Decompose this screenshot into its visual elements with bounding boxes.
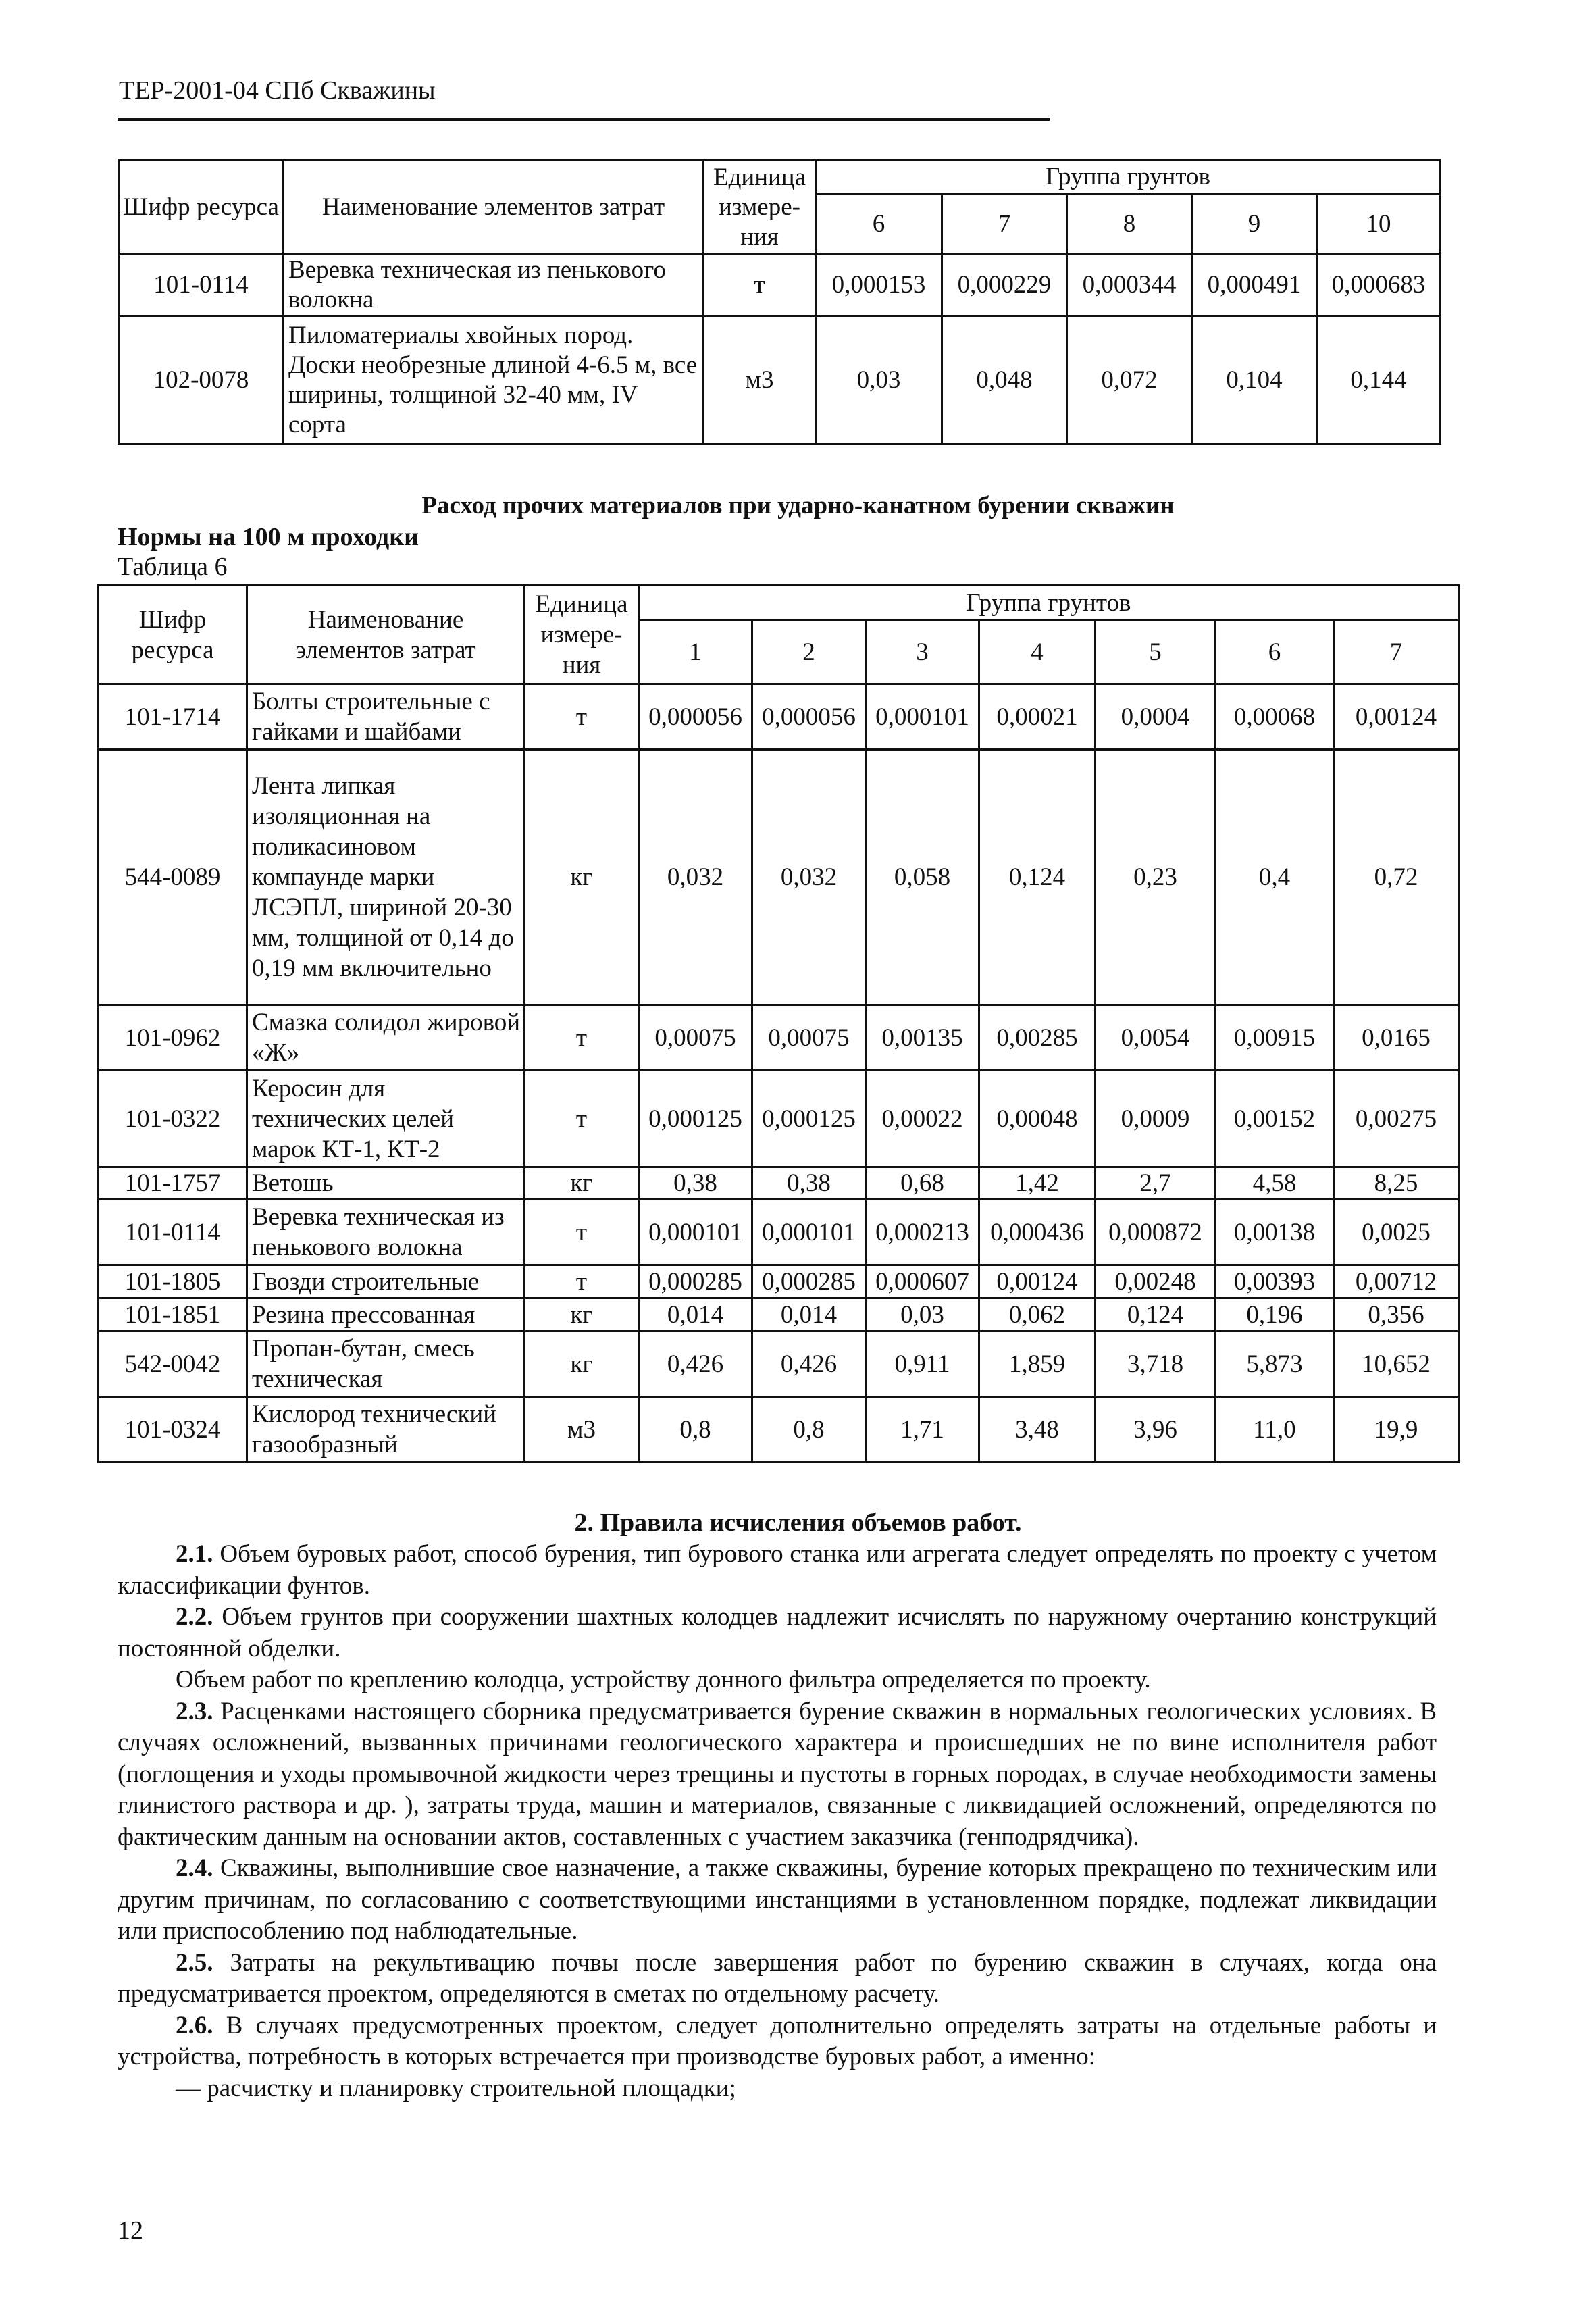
norm-value: 0,03: [866, 1298, 979, 1331]
resource-name: Ветошь: [247, 1167, 525, 1200]
header-unit: Единица измере-ния: [525, 586, 639, 684]
unit: т: [525, 684, 639, 750]
norm-value: 0,000872: [1096, 1200, 1216, 1265]
norm-value: 0,124: [1096, 1298, 1216, 1331]
norm-value: 0,000285: [752, 1265, 866, 1298]
norm-value: 0,062: [979, 1298, 1096, 1331]
resource-name: Веревка техническая из пенькового волокна: [247, 1200, 525, 1265]
resource-name: Пиломатериалы хвойных пород. Доски необрезные длиной 4-6.5 м, все ширины, толщиной 32-40 мм, IV сорта: [284, 316, 704, 444]
norm-value: 0,03: [816, 316, 942, 444]
norm-value: 0,68: [866, 1167, 979, 1200]
resource-name: Болты строительные с гайками и шайбами: [247, 684, 525, 750]
resource-name: Резина прессованная: [247, 1298, 525, 1331]
norm-value: 0,032: [752, 750, 866, 1005]
resource-code: 102-0078: [119, 316, 284, 444]
unit: т: [525, 1200, 639, 1265]
norm-value: 0,032: [639, 750, 752, 1005]
norm-value: 0,00393: [1216, 1265, 1334, 1298]
resource-table-a: [118, 159, 1441, 445]
norm-value: 3,96: [1096, 1397, 1216, 1463]
header-rule: [118, 118, 1050, 121]
rules-heading: 2. Правила исчисления объемов работ.: [574, 1508, 1022, 1537]
header-soil-group: Группа грунтов: [639, 586, 1459, 621]
norm-value: 0,00152: [1216, 1071, 1334, 1167]
resource-name: Керосин для технических целей марок КТ-1, КТ-2: [247, 1071, 525, 1167]
norm-value: 0,8: [639, 1397, 752, 1463]
norm-value: 0,00124: [979, 1265, 1096, 1298]
header-name: Наименование элементов затрат: [247, 586, 525, 684]
rule-text: Затраты на рекультивацию почвы после завершения работ по бурению скважин в случаях, когда она предусматривается проектом, определяются в сметах по отдельному расчету.: [118, 1948, 1437, 2008]
resource-code: 101-0114: [99, 1200, 247, 1265]
norm-value: 11,0: [1216, 1397, 1334, 1463]
norm-value: 0,911: [866, 1331, 979, 1397]
norm-value: 1,859: [979, 1331, 1096, 1397]
resource-name: Пропан-бутан, смесь техническая: [247, 1331, 525, 1397]
norm-value: 3,48: [979, 1397, 1096, 1463]
table-row: [99, 1397, 1459, 1463]
table-row: [99, 684, 1459, 750]
norm-value: 0,00022: [866, 1071, 979, 1167]
norm-value: 0,104: [1192, 316, 1317, 444]
norm-value: 0,000101: [866, 684, 979, 750]
table-label: Таблица 6: [118, 553, 228, 581]
group-column-10: 10: [1317, 195, 1441, 255]
unit: кг: [525, 750, 639, 1005]
norm-value: 0,000683: [1317, 255, 1441, 316]
norm-value: 0,426: [639, 1331, 752, 1397]
unit: м3: [525, 1397, 639, 1463]
norm-value: 0,4: [1216, 750, 1334, 1005]
norm-value: 0,426: [752, 1331, 866, 1397]
resource-code: 101-0962: [99, 1005, 247, 1071]
table-row: [99, 1167, 1459, 1200]
table-row: [99, 1071, 1459, 1167]
norm-value: 0,00075: [752, 1005, 866, 1071]
norm-value: 0,000491: [1192, 255, 1317, 316]
rule-paragraph: [118, 2010, 1437, 2073]
header-code: Шифр ресурса: [119, 160, 284, 255]
rule-text: Скважины, выполнившие свое назначение, а также скважины, бурение которых прекращено по техническим или другим причинам, по согласованию с соответствующими инстанциями в установленном порядке, подлежат ликвидации или приспособлению под наблюдательные.: [118, 1854, 1437, 1945]
rules-body: [118, 1539, 1437, 2104]
table-row: [99, 1265, 1459, 1298]
norm-value: 0,00048: [979, 1071, 1096, 1167]
rule-paragraph: [118, 1853, 1437, 1948]
rule-paragraph: [118, 1539, 1437, 1602]
norm-value: 0,0004: [1096, 684, 1216, 750]
norm-value: 0,72: [1334, 750, 1459, 1005]
unit: кг: [525, 1331, 639, 1397]
header-soil-group: Группа грунтов: [816, 160, 1441, 195]
group-column-4: 4: [979, 621, 1096, 684]
group-column-5: 5: [1096, 621, 1216, 684]
resource-code: 101-1714: [99, 684, 247, 750]
rule-number: 2.5.: [176, 1948, 213, 1977]
norm-value: 0,000101: [752, 1200, 866, 1265]
rule-number: 2.1.: [176, 1540, 213, 1568]
norm-value: 0,000229: [942, 255, 1067, 316]
norm-value: 0,00248: [1096, 1265, 1216, 1298]
group-column-2: 2: [752, 621, 866, 684]
norm-value: 10,652: [1334, 1331, 1459, 1397]
norm-value: 0,014: [639, 1298, 752, 1331]
norm-value: 0,000153: [816, 255, 942, 316]
table-row: [119, 255, 1441, 316]
resource-code: 101-0324: [99, 1397, 247, 1463]
resource-code: 101-1851: [99, 1298, 247, 1331]
group-column-3: 3: [866, 621, 979, 684]
resource-table-b: [97, 584, 1460, 1463]
page-number: 12: [118, 2216, 143, 2245]
norm-value: 0,356: [1334, 1298, 1459, 1331]
table-row: [99, 1298, 1459, 1331]
rule-number: 2.6.: [176, 2011, 213, 2039]
norm-value: 1,42: [979, 1167, 1096, 1200]
header-unit: Единица измере-ния: [704, 160, 816, 255]
norm-value: 0,000125: [752, 1071, 866, 1167]
norm-value: 0,00285: [979, 1005, 1096, 1071]
norm-value: 0,38: [752, 1167, 866, 1200]
rule-text: В случаях предусмотренных проектом, следует дополнительно определять затраты на отдельные работы и устройства, потребность в которых встречается при производстве буровых работ, а именно:: [118, 2011, 1437, 2070]
rule-paragraph: [118, 1602, 1437, 1664]
resource-name: Смазка солидол жировой «Ж»: [247, 1005, 525, 1071]
unit: т: [704, 255, 816, 316]
resource-name: Гвозди строительные: [247, 1265, 525, 1298]
norm-value: 0,000101: [639, 1200, 752, 1265]
group-column-7: 7: [942, 195, 1067, 255]
unit: т: [525, 1265, 639, 1298]
norm-value: 1,71: [866, 1397, 979, 1463]
norm-value: 0,00915: [1216, 1005, 1334, 1071]
norm-value: 0,000344: [1067, 255, 1192, 316]
norm-value: 3,718: [1096, 1331, 1216, 1397]
norm-value: 4,58: [1216, 1167, 1334, 1200]
group-column-1: 1: [639, 621, 752, 684]
norm-value: 0,00124: [1334, 684, 1459, 750]
norm-value: 0,00068: [1216, 684, 1334, 750]
norm-value: 0,000607: [866, 1265, 979, 1298]
norm-value: 0,00138: [1216, 1200, 1334, 1265]
norm-value: 0,0165: [1334, 1005, 1459, 1071]
header-code: Шифр ресурса: [99, 586, 247, 684]
group-column-8: 8: [1067, 195, 1192, 255]
norm-value: 0,000436: [979, 1200, 1096, 1265]
resource-code: 101-1757: [99, 1167, 247, 1200]
resource-code: 544-0089: [99, 750, 247, 1005]
rule-text: Объем работ по креплению колодца, устройству донного фильтра определяется по проекту.: [176, 1666, 1151, 1694]
norm-value: 0,0009: [1096, 1071, 1216, 1167]
norm-value: 0,014: [752, 1298, 866, 1331]
rule-text: — расчистку и планировку строительной площадки;: [176, 2074, 736, 2102]
resource-code: 101-0322: [99, 1071, 247, 1167]
norm-value: 0,23: [1096, 750, 1216, 1005]
norm-value: 0,00075: [639, 1005, 752, 1071]
norm-value: 0,0025: [1334, 1200, 1459, 1265]
rule-text: Объем буровых работ, способ бурения, тип бурового станка или агрегата следует определять по проекту с учетом классификации фунтов.: [118, 1540, 1437, 1600]
group-column-6: 6: [816, 195, 942, 255]
running-header: ТЕР-2001-04 СПб Скважины: [119, 76, 436, 105]
norm-value: 8,25: [1334, 1167, 1459, 1200]
resource-code: 101-1805: [99, 1265, 247, 1298]
header-name: Наименование элементов затрат: [284, 160, 704, 255]
norm-value: 0,0054: [1096, 1005, 1216, 1071]
rule-number: 2.4.: [176, 1854, 213, 1882]
resource-code: 542-0042: [99, 1331, 247, 1397]
table-row: [99, 750, 1459, 1005]
norm-value: 0,144: [1317, 316, 1441, 444]
norm-value: 0,38: [639, 1167, 752, 1200]
resource-name: Лента липкая изоляционная на поликасиновом компаунде марки ЛСЭПЛ, шириной 20-30 мм, толщиной от 0,14 до 0,19 мм включительно: [247, 750, 525, 1005]
norm-value: 5,873: [1216, 1331, 1334, 1397]
unit: т: [525, 1071, 639, 1167]
resource-name: Веревка техническая из пенькового волокна: [284, 255, 704, 316]
norm-value: 0,058: [866, 750, 979, 1005]
norm-value: 0,8: [752, 1397, 866, 1463]
table-row: [99, 1005, 1459, 1071]
norm-value: 19,9: [1334, 1397, 1459, 1463]
group-column-7: 7: [1334, 621, 1459, 684]
norm-value: 0,00021: [979, 684, 1096, 750]
norm-value: 0,000125: [639, 1071, 752, 1167]
norm-value: 0,000213: [866, 1200, 979, 1265]
table-row: [119, 316, 1441, 444]
norm-value: 0,000285: [639, 1265, 752, 1298]
resource-code: 101-0114: [119, 255, 284, 316]
rule-text: Расценками настоящего сборника предусматривается бурение скважин в нормальных геологических условиях. В случаях осложнений, вызванных причинами геологического характера и происшедших не по вине исполнителя работ (поглощения и уходы промывочной жидкости через трещины и пустоты в горных породах, в случае необходимости замены глинистого раствора и др. ), затраты труда, машин и материалов, связанные с ликвидацией осложнений, определяются по фактическим данным на основании актов, составленных с участием заказчика (генподрядчика).: [118, 1697, 1437, 1851]
norm-value: 0,048: [942, 316, 1067, 444]
unit: м3: [704, 316, 816, 444]
rule-text: Объем грунтов при сооружении шахтных колодцев надлежит исчислять по наружному очертанию конструкций постоянной обделки.: [118, 1603, 1437, 1662]
rule-paragraph: [118, 2073, 1437, 2105]
norm-value: 0,000056: [752, 684, 866, 750]
section-title: Расход прочих материалов при ударно-канатном бурении скважин: [421, 492, 1175, 519]
norm-value: 0,000056: [639, 684, 752, 750]
norm-value: 0,00275: [1334, 1071, 1459, 1167]
rule-paragraph: [118, 1664, 1437, 1696]
norm-value: 0,196: [1216, 1298, 1334, 1331]
table-row: [99, 1331, 1459, 1397]
table-row: [99, 1200, 1459, 1265]
group-column-9: 9: [1192, 195, 1317, 255]
rule-number: 2.3.: [176, 1697, 213, 1725]
rule-number: 2.2.: [176, 1603, 213, 1631]
resource-name: Кислород технический газообразный: [247, 1397, 525, 1463]
norms-label: Нормы на 100 м проходки: [118, 523, 419, 551]
norm-value: 0,124: [979, 750, 1096, 1005]
unit: кг: [525, 1167, 639, 1200]
rule-paragraph: [118, 1948, 1437, 2010]
norm-value: 0,00712: [1334, 1265, 1459, 1298]
group-column-6: 6: [1216, 621, 1334, 684]
norm-value: 0,00135: [866, 1005, 979, 1071]
rule-paragraph: [118, 1696, 1437, 1854]
unit: кг: [525, 1298, 639, 1331]
norm-value: 2,7: [1096, 1167, 1216, 1200]
norm-value: 0,072: [1067, 316, 1192, 444]
unit: т: [525, 1005, 639, 1071]
